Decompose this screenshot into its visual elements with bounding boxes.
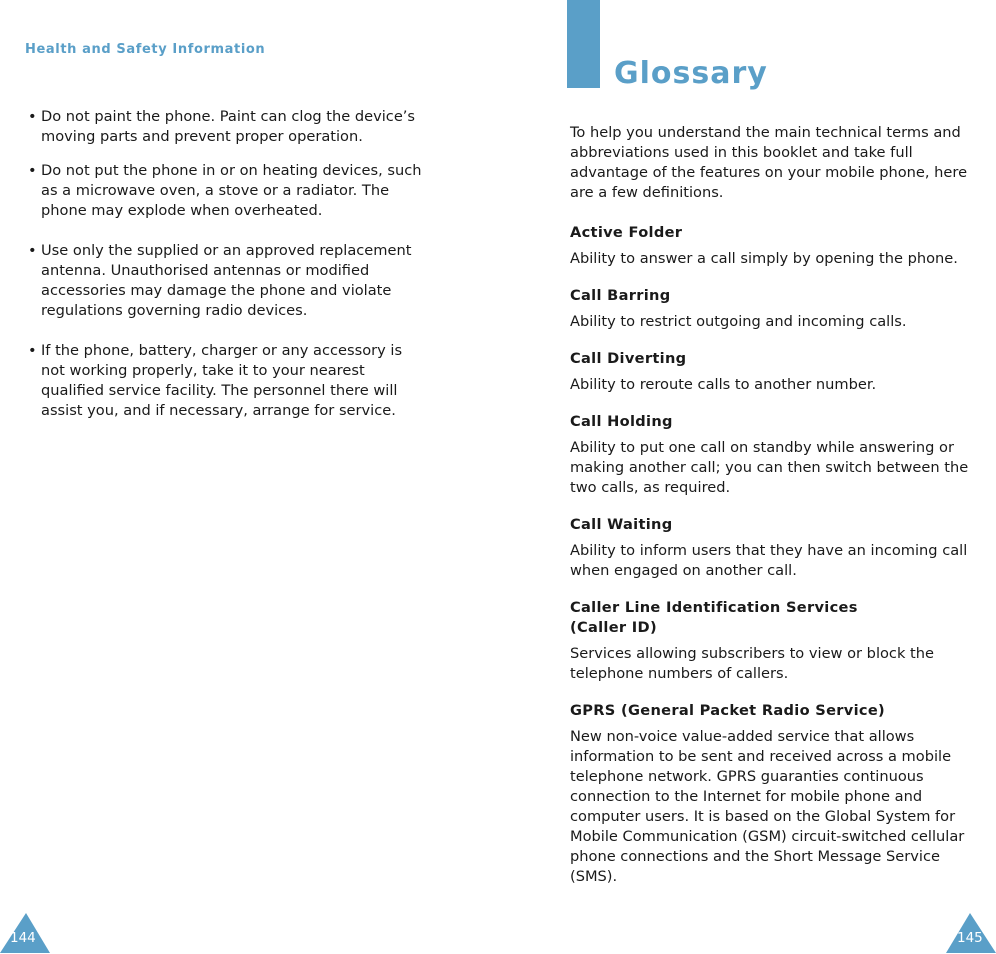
list-item — [28, 107, 428, 147]
bullet-icon: • — [28, 342, 37, 359]
term-name: Call Barring — [570, 287, 671, 304]
bullet-icon: • — [28, 242, 37, 259]
term-definition: Ability to answer a call simply by opening the phone. — [570, 250, 958, 267]
list-item — [28, 341, 428, 421]
page-number-left: 144 — [10, 930, 36, 946]
bullet-icon: • — [28, 108, 37, 125]
list-item — [28, 241, 428, 321]
bullet-text: If the phone, battery, charger or any accessory is not working properly, take it to your nearest qualified service facility. The personnel there will assist you, and if necessary, arrange for service. — [41, 342, 403, 419]
term-definition: Services allowing subscribers to view or block the telephone numbers of callers. — [570, 645, 934, 682]
bullet-icon: • — [28, 162, 37, 179]
bullet-text: Do not paint the phone. Paint can clog the device’s moving parts and prevent proper operation. — [41, 108, 416, 145]
term-definition: Ability to restrict outgoing and incoming calls. — [570, 313, 907, 330]
page-number-right: 145 — [957, 930, 983, 946]
term-name: Caller Line Identification Services — [570, 599, 858, 616]
term-name: Call Holding — [570, 413, 673, 430]
term-name: Active Folder — [570, 224, 683, 241]
safety-bullet-list — [28, 107, 428, 435]
term-definition: Ability to reroute calls to another number. — [570, 376, 877, 393]
title-accent-bar — [567, 0, 600, 88]
term-name: Call Waiting — [570, 516, 673, 533]
bullet-text: Do not put the phone in or on heating devices, such as a microwave oven, a stove or a radiator. The phone may explode when overheated. — [41, 162, 422, 219]
glossary-terms — [570, 223, 975, 904]
page-title: Glossary — [614, 56, 768, 91]
bullet-text: Use only the supplied or an approved replacement antenna. Unauthorised antennas or modified accessories may damage the phone and violate regulations governing radio devices. — [41, 242, 412, 319]
glossary-intro: To help you understand the main technical terms and abbreviations used in this booklet and take full advantage of the features on your mobile phone, here are a few definitions. — [570, 124, 968, 201]
term-definition: New non-voice value-added service that allows information to be sent and received across a mobile telephone network. GPRS guaranties continuous connection to the Internet for mobile phone and computer users. It is based on the Global System for Mobile Communication (GSM) circuit-switched cellular phone connections and the Short Message Service (SMS). — [570, 728, 965, 885]
term-name: GPRS (General Packet Radio Service) — [570, 702, 886, 719]
term-definition: Ability to inform users that they have an incoming call when engaged on another call. — [570, 542, 968, 579]
term-name-line2: (Caller ID) — [570, 619, 657, 636]
left-page-header: Health and Safety Information — [25, 42, 266, 57]
term-definition: Ability to put one call on standby while answering or making another call; you can then switch between the two calls, as required. — [570, 439, 969, 496]
list-item — [28, 161, 428, 221]
term-name: Call Diverting — [570, 350, 687, 367]
